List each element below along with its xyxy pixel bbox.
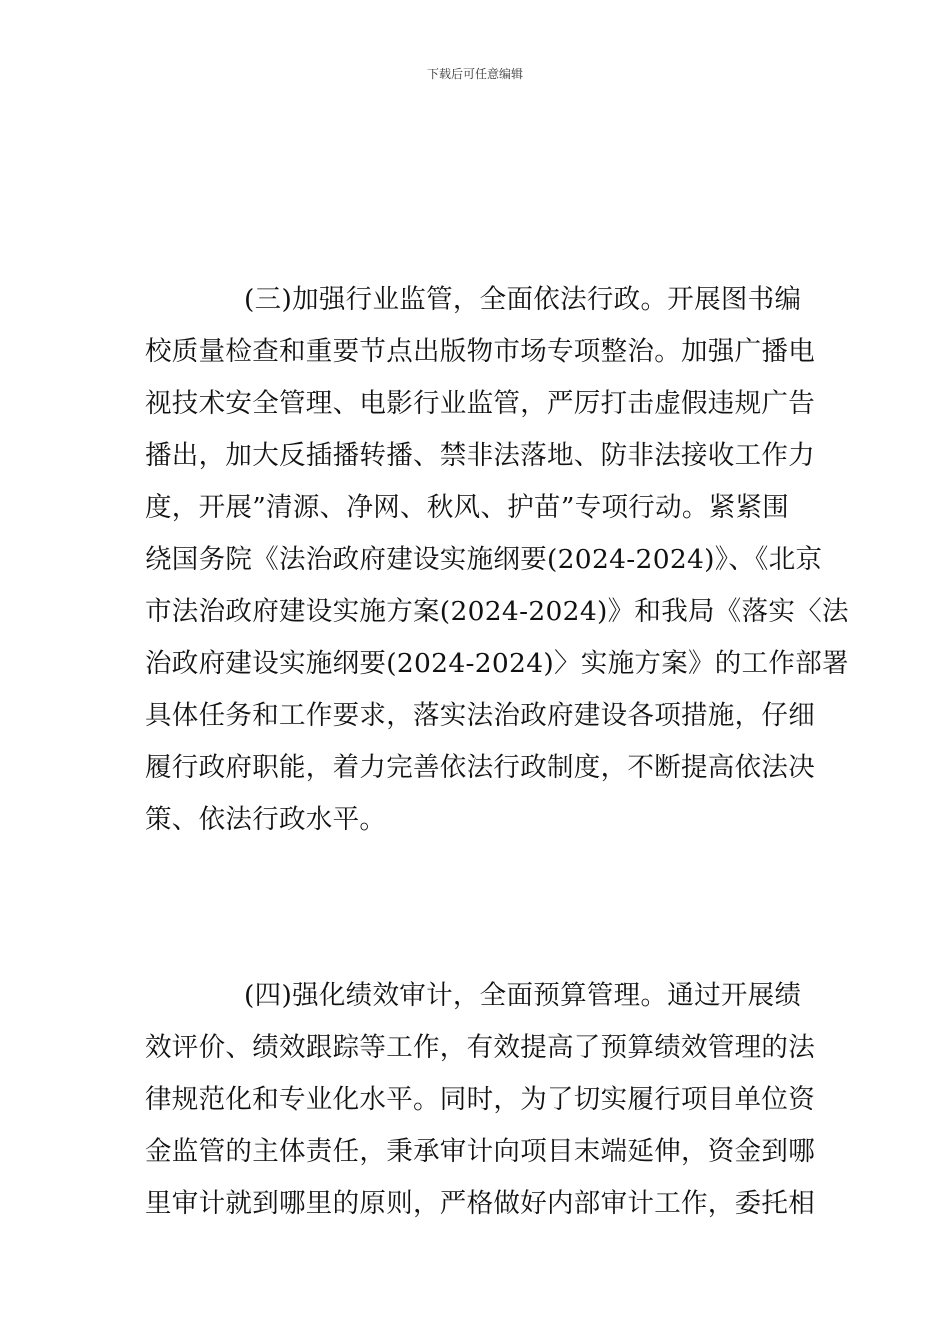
paragraph-line: 策、依法行政水平。 [145,804,387,835]
paragraph-line: 校质量检查和重要节点出版物市场专项整治。加强广播电 [145,336,815,367]
paragraph-line: (三)加强行业监管，全面依法行政。开展图书编 [244,284,802,315]
paragraph-section-4 [145,970,815,1230]
page-header: 下载后可任意编辑 [426,67,523,81]
paragraph-line: 具体任务和工作要求，落实法治政府建设各项措施，仔细 [145,700,815,731]
paragraph-line: 律规范化和专业化水平。同时，为了切实履行项目单位资 [145,1084,815,1115]
paragraph-line: (四)强化绩效审计，全面预算管理。通过开展绩 [244,980,802,1011]
paragraph-line: 里审计就到哪里的原则，严格做好内部审计工作，委托相 [145,1188,815,1219]
paragraph-section-3 [145,274,849,846]
paragraph-line: 治政府建设实施纲要(2024-2024)〉实施方案》的工作部署 [145,648,849,679]
paragraph-line: 视技术安全管理、电影行业监管，严厉打击虚假违规广告 [145,388,815,419]
paragraph-line: 效评价、绩效跟踪等工作，有效提高了预算绩效管理的法 [145,1032,815,1063]
paragraph-line: 度，开展”清源、净网、秋风、护苗”专项行动。紧紧围 [145,492,790,523]
paragraph-line: 绕国务院《法治政府建设实施纲要(2024-2024)》、《北京 [145,544,823,575]
paragraph-line: 金监管的主体责任，秉承审计向项目末端延伸，资金到哪 [145,1136,815,1167]
paragraph-line: 播出，加大反插播转播、禁非法落地、防非法接收工作力 [145,440,815,471]
paragraph-line: 履行政府职能，着力完善依法行政制度，不断提高依法决 [145,752,815,783]
paragraph-line: 市法治政府建设实施方案(2024-2024)》和我局《落实〈法 [145,596,849,627]
